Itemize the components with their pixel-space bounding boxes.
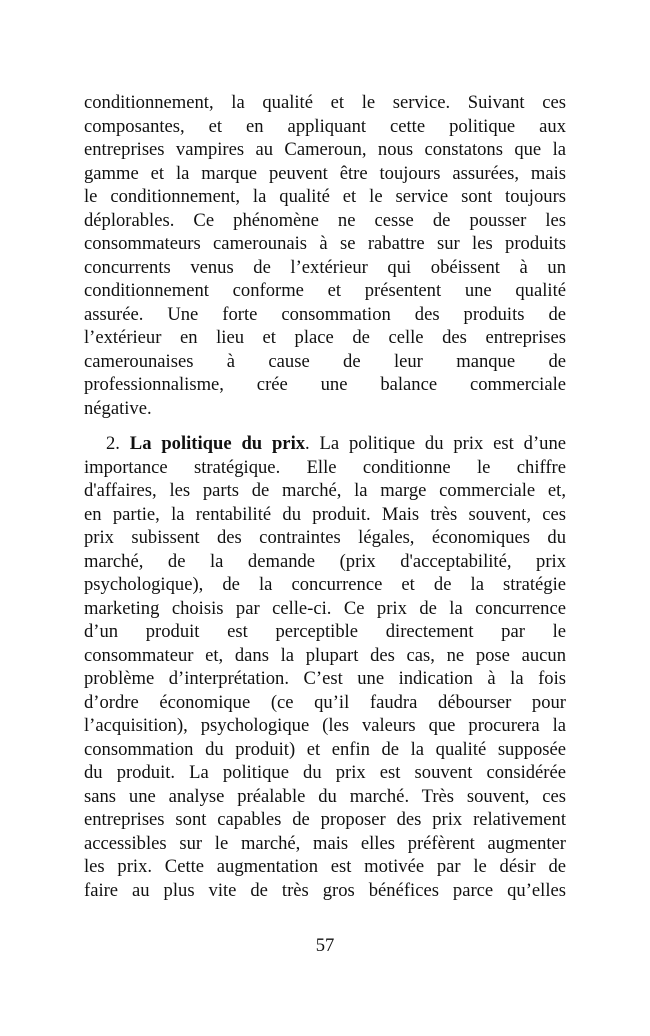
text-line: sans une analyse préalable du marché. Très souvent, ces [84, 785, 566, 807]
text-line: importance stratégique. Elle conditionne le chiffre [84, 456, 566, 478]
text-line: psychologique), de la concurrence et de la stratégie [84, 574, 566, 595]
text-line: les prix. Cette augmentation est motivée par le désir de [84, 856, 566, 877]
page-number: 57 [315, 935, 335, 956]
text-line: prix subissent des contraintes légales, économiques du [84, 527, 566, 548]
text-line: conditionnement, la qualité et le service. Suivant ces [84, 92, 566, 113]
text-line: accessibles sur le marché, mais elles préfèrent augmenter [84, 832, 566, 854]
text-line: composantes, et en appliquant cette politique aux [84, 115, 566, 137]
text-line: le conditionnement, la qualité et le service sont toujours [84, 186, 566, 207]
text-line: en partie, la rentabilité du produit. Mais très souvent, ces [84, 503, 566, 525]
text-line: gamme et la marque peuvent être toujours assurées, mais [84, 162, 566, 184]
text-line: entreprises vampires au Cameroun, nous constatons que la [84, 139, 566, 160]
text-line: négative. [84, 397, 152, 419]
text-line: consommation du produit) et enfin de la qualité supposée [84, 738, 566, 760]
text-line: déplorables. Ce phénomène ne cesse de pousser les [84, 209, 566, 231]
text-line: consommateur et, dans la plupart des cas, ne pose aucun [84, 644, 566, 666]
text-line: professionnalisme, crée une balance commerciale [84, 374, 566, 395]
paragraph-2 [84, 432, 566, 902]
text-line: l’acquisition), psychologique (les valeurs que procurera la [84, 715, 566, 736]
text-line: conditionnement conforme et présentent une qualité [84, 280, 566, 301]
text-line: marché, de la demande (prix d'acceptabilité, prix [84, 550, 566, 572]
text-line: d'affaires, les parts de marché, la marge commerciale et, [84, 480, 566, 501]
text-fragment: . La politique du prix est d’une [305, 433, 566, 454]
text-line: camerounaises à cause de leur manque de [84, 350, 566, 372]
text-line: consommateurs camerounais à se rabattre sur les produits [84, 233, 566, 254]
text-line [84, 432, 566, 456]
text-line: assurée. Une forte consommation des produits de [84, 303, 566, 325]
text-line: du produit. La politique du prix est souvent considérée [84, 762, 566, 783]
text-line: marketing choisis par celle-ci. Ce prix de la concurrence [84, 597, 566, 619]
text-line: l’extérieur en lieu et place de celle des entreprises [84, 327, 566, 348]
text-line: faire au plus vite de très gros bénéfices parce qu’elles [84, 879, 566, 901]
section-heading: La politique du prix [129, 433, 306, 454]
text-line: d’un produit est perceptible directement par le [84, 621, 566, 642]
text-line: problème d’interprétation. C’est une indication à la fois [84, 668, 566, 689]
text-line: concurrents venus de l’extérieur qui obéissent à un [84, 256, 566, 278]
text-line: d’ordre économique (ce qu’il faudra débourser pour [84, 691, 566, 713]
text-line: entreprises sont capables de proposer des prix relativement [84, 809, 566, 830]
list-number: 2. [106, 433, 130, 454]
paragraph-1 [84, 91, 566, 420]
